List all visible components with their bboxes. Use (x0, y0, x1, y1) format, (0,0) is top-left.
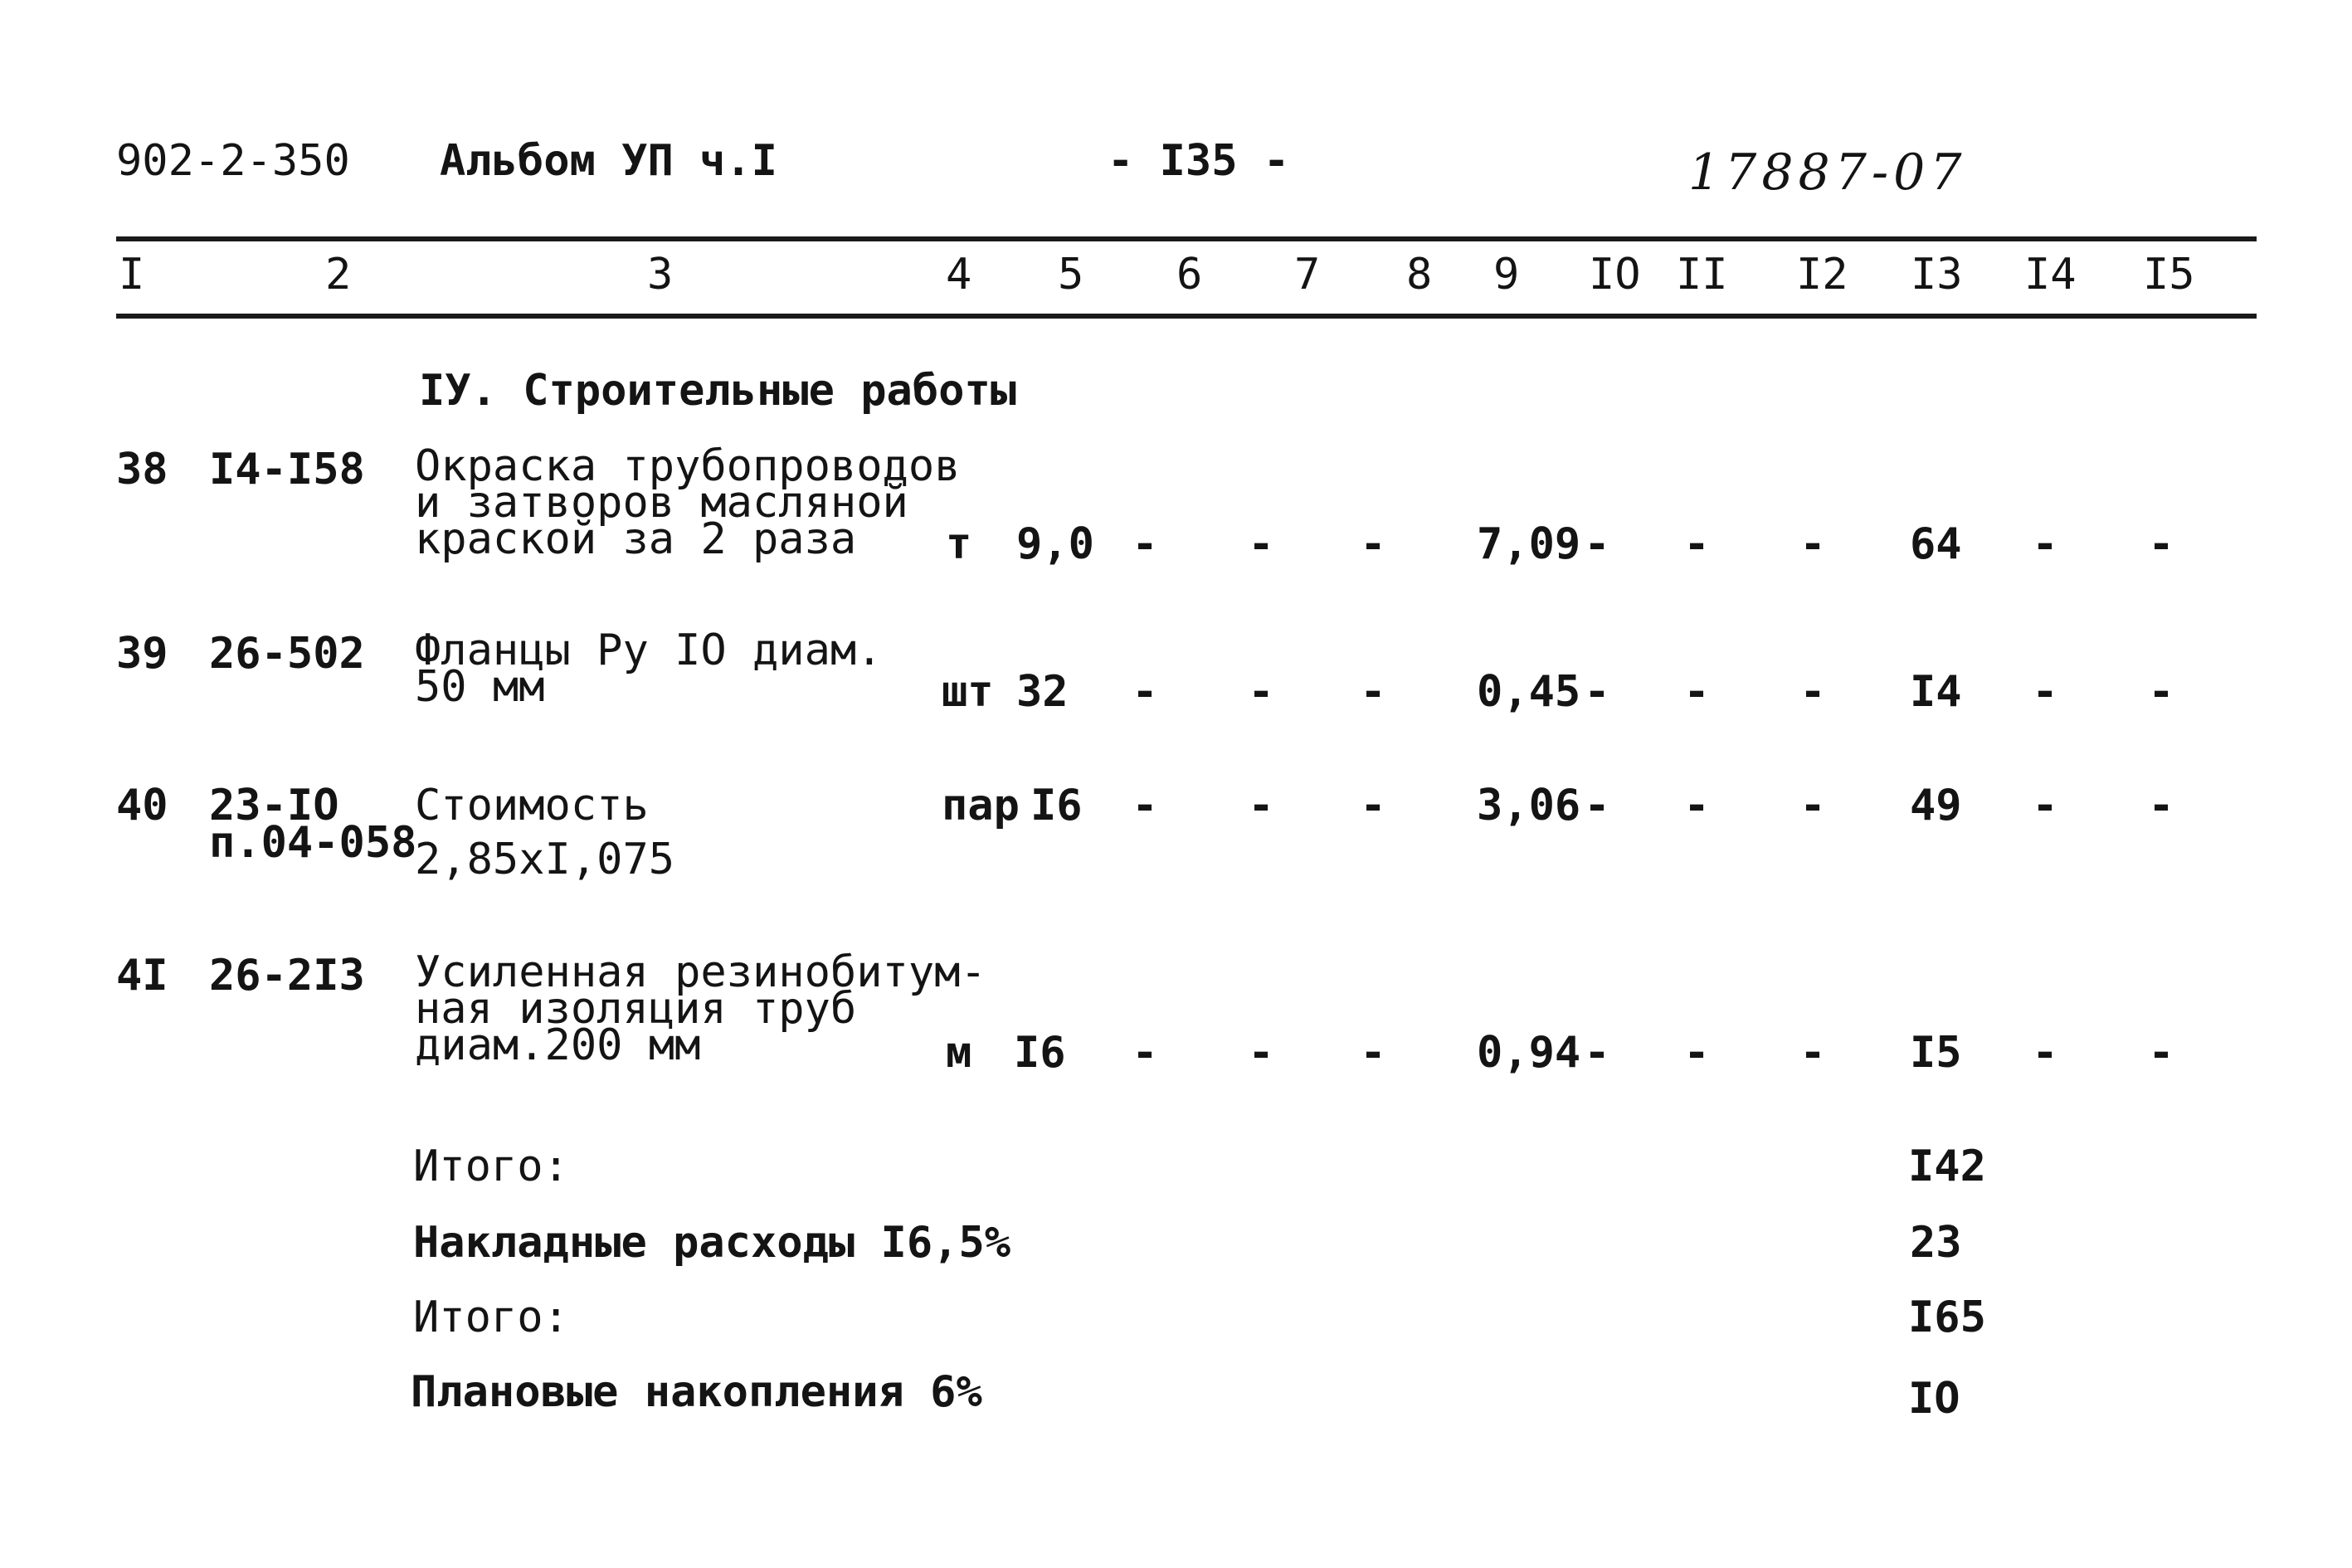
row-cell-6: - (1132, 1028, 1158, 1078)
row-total: 64 (1910, 519, 1962, 569)
column-number: II (1676, 250, 1728, 299)
row-total: I5 (1910, 1028, 1962, 1078)
summary-value: I65 (1908, 1293, 1986, 1342)
row-code-secondary: п.04-058 (209, 818, 417, 868)
row-cell-14: - (2032, 1028, 2058, 1078)
summary-value: I42 (1908, 1142, 1986, 1191)
row-cell-6: - (1132, 781, 1158, 830)
column-number: 3 (647, 250, 674, 299)
row-cell-14: - (2032, 781, 2058, 830)
row-quantity: 32 (1016, 667, 1069, 717)
row-cell-6: - (1132, 667, 1158, 717)
row-cell-8: - (1360, 667, 1386, 717)
row-price: 0,94 (1477, 1028, 1581, 1078)
row-total: 49 (1910, 781, 1962, 830)
column-number: 7 (1294, 250, 1321, 299)
column-number: I (119, 250, 145, 299)
row-quantity: I6 (1014, 1028, 1066, 1078)
row-cell-15: - (2148, 1028, 2174, 1078)
row-code: 26-2I3 (209, 951, 365, 1001)
row-description: Окраска трубопроводов и затворов масляной краской за 2 раза (415, 441, 961, 564)
row-cell-8: - (1360, 1028, 1386, 1078)
column-number: 5 (1058, 250, 1084, 299)
handwritten-number: 17887-07 (1688, 144, 1967, 202)
row-number: 4I (116, 951, 168, 1001)
row-cell-14: - (2032, 519, 2058, 569)
row-cell-15: - (2148, 667, 2174, 717)
row-number: 40 (116, 781, 168, 830)
row-quantity: I6 (1030, 781, 1083, 830)
row-unit: пар (942, 781, 1020, 830)
row-cell-7: - (1248, 1028, 1274, 1078)
column-number: 2 (325, 250, 352, 299)
row-cell-8: - (1360, 781, 1386, 830)
summary-label: Плановые накопления 6% (411, 1367, 982, 1417)
header-rule-top (116, 236, 2257, 241)
summary-value: IO (1908, 1374, 1960, 1424)
row-unit: шт (942, 667, 994, 717)
row-number: 38 (116, 445, 168, 494)
row-unit: т (946, 519, 972, 569)
row-code: I4-I58 (209, 445, 365, 494)
row-cell-12: - (1799, 519, 1826, 569)
row-unit: м (946, 1028, 972, 1078)
row-cell-10: - (1584, 667, 1610, 717)
column-number: 4 (946, 250, 972, 299)
column-number: 6 (1176, 250, 1203, 299)
row-cell-10: - (1584, 1028, 1610, 1078)
summary-label: Итого: (413, 1142, 569, 1191)
row-cell-14: - (2032, 667, 2058, 717)
row-description: Фланцы Ру IO диам. 50 мм (415, 626, 883, 712)
row-price: 0,45 (1477, 667, 1581, 717)
row-cell-6: - (1132, 519, 1158, 569)
row-code: 26-502 (209, 629, 365, 679)
row-number: 39 (116, 629, 168, 679)
section-title: IУ. Строительные работы (419, 366, 1017, 416)
column-number: I3 (1911, 250, 1963, 299)
row-code: 23-IO (209, 781, 339, 830)
row-description: Стоимость (415, 781, 649, 830)
row-cell-15: - (2148, 781, 2174, 830)
row-cell-10: - (1584, 519, 1610, 569)
summary-label: Итого: (413, 1293, 569, 1342)
page-number: - I35 - (1108, 136, 1290, 186)
row-total: I4 (1910, 667, 1962, 717)
column-number: IO (1589, 250, 1641, 299)
column-number: I5 (2143, 250, 2195, 299)
album-label: Альбом УП ч.I (440, 136, 777, 186)
row-cell-12: - (1799, 667, 1826, 717)
row-cell-11: - (1683, 519, 1710, 569)
row-cell-8: - (1360, 519, 1386, 569)
row-quantity: 9,0 (1016, 519, 1094, 569)
row-cell-10: - (1584, 781, 1610, 830)
row-cell-7: - (1248, 519, 1274, 569)
column-number: 8 (1406, 250, 1433, 299)
doc-code: 902-2-350 (116, 136, 350, 186)
row-cell-7: - (1248, 781, 1274, 830)
summary-label: Накладные расходы I6,5% (413, 1218, 1011, 1268)
column-number: I2 (1796, 250, 1848, 299)
row-cell-11: - (1683, 667, 1710, 717)
row-cell-7: - (1248, 667, 1274, 717)
row-price: 7,09 (1477, 519, 1581, 569)
row-cell-15: - (2148, 519, 2174, 569)
row-description-formula: 2,85xI,075 (415, 835, 675, 884)
row-description: Усиленная резинобитум- ная изоляция труб диам.200 мм (415, 947, 986, 1070)
column-number: I4 (2024, 250, 2077, 299)
summary-value: 23 (1910, 1218, 1962, 1268)
row-cell-11: - (1683, 781, 1710, 830)
row-cell-12: - (1799, 1028, 1826, 1078)
column-number: 9 (1493, 250, 1520, 299)
row-cell-11: - (1683, 1028, 1710, 1078)
header-rule-bottom (116, 314, 2257, 319)
row-cell-12: - (1799, 781, 1826, 830)
row-price: 3,06 (1477, 781, 1581, 830)
